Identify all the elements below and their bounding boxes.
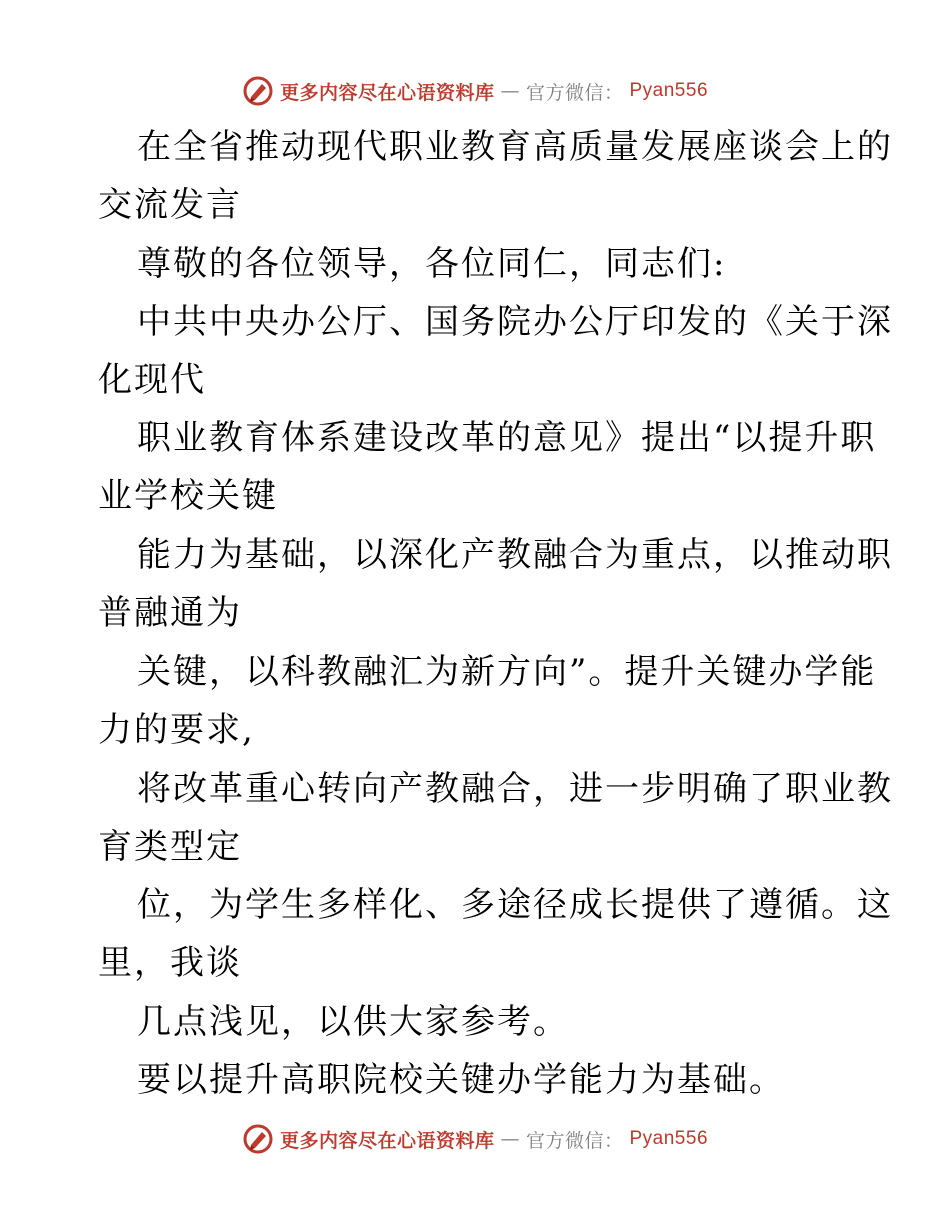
paragraph-line: 中共中央办公厅、国务院办公厅印发的《关于深 <box>137 302 893 342</box>
paragraph-line: 职业教育体系建设改革的意见》提出“以提升职 <box>137 418 877 458</box>
paragraph-line: 业学校关键 <box>98 476 278 516</box>
salutation: 尊敬的各位领导，各位同仁，同志们: <box>137 244 727 284</box>
section-heading: 要以提升高职院校关键办学能力为基础。 <box>137 1060 785 1100</box>
doc-title-line-2: 交流发言 <box>98 185 242 225</box>
watermark-account: Pyan556 <box>629 1128 709 1149</box>
paragraph-line: 里，我谈 <box>98 943 242 983</box>
watermark-brand: 更多内容尽在心语资料库 <box>279 81 495 104</box>
watermark-official-label: 官方微信： <box>525 81 624 104</box>
watermark-brand: 更多内容尽在心语资料库 <box>279 1129 495 1152</box>
watermark-dash: — <box>500 80 520 102</box>
paragraph-line: 位，为学生多样化、多途径成长提供了遵循。这 <box>137 885 893 925</box>
pen-nib-logo-icon <box>242 1123 274 1155</box>
paragraph-line: 化现代 <box>98 360 206 400</box>
watermark-dash: — <box>500 1128 520 1150</box>
paragraph-line: 将改革重心转向产教融合，进一步明确了职业教 <box>137 769 893 809</box>
watermark-official-label: 官方微信： <box>525 1129 624 1152</box>
paragraph-line: 力的要求, <box>98 710 255 750</box>
watermark-footer <box>0 1122 950 1156</box>
paragraph-line: 能力为基础，以深化产教融合为重点，以推动职 <box>137 535 893 575</box>
paragraph-line: 几点浅见，以供大家参考。 <box>137 1002 569 1042</box>
paragraph-line: 关键，以科教融汇为新方向”。提升关键办学能 <box>137 652 877 692</box>
watermark-account: Pyan556 <box>629 80 709 101</box>
doc-title-line-1: 在全省推动现代职业教育高质量发展座谈会上的 <box>137 127 893 167</box>
paragraph-line: 普融通为 <box>98 593 242 633</box>
paragraph-line: 育类型定 <box>98 827 242 867</box>
